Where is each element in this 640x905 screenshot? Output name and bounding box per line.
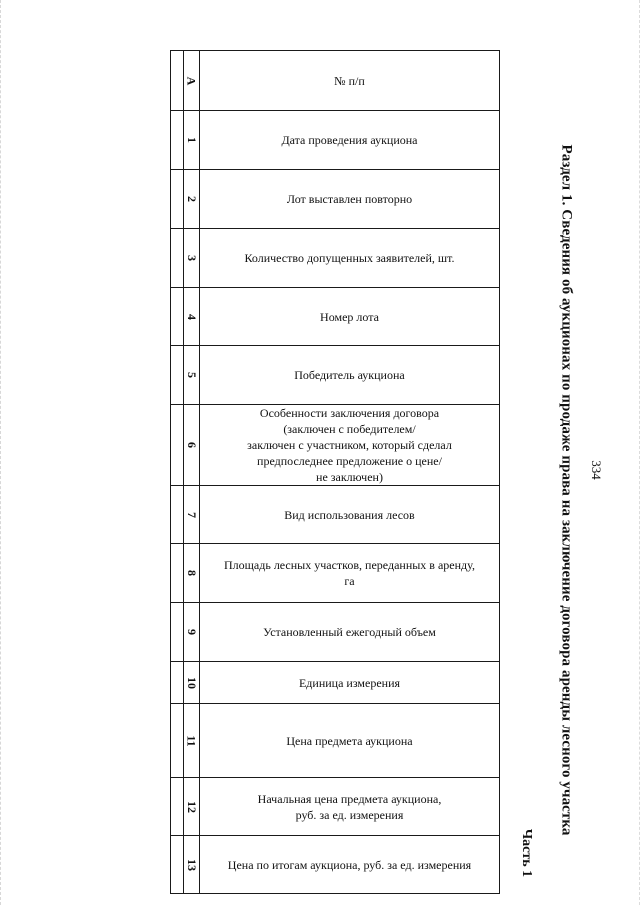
auction-form-table bbox=[170, 50, 500, 894]
scan-edge-left bbox=[0, 0, 2, 905]
row-number: 1 bbox=[184, 137, 199, 143]
table-row bbox=[171, 544, 500, 603]
row-label: Установленный ежегодный объем bbox=[263, 625, 436, 639]
row-number: А bbox=[184, 76, 199, 85]
blank-cell bbox=[171, 662, 184, 704]
blank-cell bbox=[171, 111, 184, 170]
row-number: 3 bbox=[184, 255, 199, 261]
table-row bbox=[171, 662, 500, 704]
row-label: Лот выставлен повторно bbox=[286, 192, 413, 206]
table-row bbox=[171, 836, 500, 894]
row-label-cell bbox=[200, 170, 500, 229]
blank-cell bbox=[171, 544, 184, 603]
row-number: 13 bbox=[184, 858, 199, 871]
row-number-cell bbox=[184, 111, 200, 170]
row-label-cell bbox=[200, 288, 500, 346]
row-label-cell bbox=[200, 486, 500, 544]
row-label: Номер лота bbox=[320, 309, 379, 324]
row-label: Цена по итогам аукциона, руб. за ед. измерения bbox=[227, 857, 472, 872]
row-number-cell bbox=[184, 288, 200, 346]
row-label: Победитель аукциона bbox=[294, 368, 405, 382]
blank-cell bbox=[171, 346, 184, 405]
row-number-cell bbox=[184, 544, 200, 603]
row-label-cell bbox=[200, 346, 500, 405]
row-label-cell bbox=[200, 544, 500, 603]
row-label-cell bbox=[200, 778, 500, 836]
blank-cell bbox=[171, 405, 184, 486]
blank-cell bbox=[171, 704, 184, 778]
row-number: 9 bbox=[184, 629, 199, 635]
row-number: 7 bbox=[184, 511, 199, 518]
row-label: Площадь лесных участков, переданных в аренду, га bbox=[224, 558, 475, 588]
blank-cell bbox=[171, 836, 184, 894]
row-label: Вид использования лесов bbox=[284, 507, 415, 522]
table-row bbox=[171, 288, 500, 346]
row-number: 5 bbox=[184, 372, 199, 378]
row-label-cell bbox=[200, 704, 500, 778]
table-row bbox=[171, 346, 500, 405]
row-label-cell bbox=[200, 836, 500, 894]
row-number-cell bbox=[184, 836, 200, 894]
page-number: 334 bbox=[589, 460, 604, 480]
row-number-cell bbox=[184, 704, 200, 778]
row-number: 2 bbox=[184, 196, 199, 202]
blank-cell bbox=[171, 603, 184, 662]
row-number-cell bbox=[184, 405, 200, 486]
table-row bbox=[171, 405, 500, 486]
table-row bbox=[171, 51, 500, 111]
row-label-cell bbox=[200, 51, 500, 111]
table-row bbox=[171, 111, 500, 170]
row-number: 4 bbox=[184, 313, 199, 320]
row-number-cell bbox=[184, 170, 200, 229]
row-number-cell bbox=[184, 662, 200, 704]
row-number-cell bbox=[184, 486, 200, 544]
row-label: Единица измерения bbox=[298, 675, 401, 690]
row-label: Цена предмета аукциона bbox=[286, 733, 413, 748]
row-label-cell bbox=[200, 111, 500, 170]
row-label: Количество допущенных заявителей, шт. bbox=[244, 251, 455, 265]
table-row bbox=[171, 170, 500, 229]
row-number: 8 bbox=[184, 570, 199, 576]
row-number: 10 bbox=[184, 676, 199, 689]
table-row bbox=[171, 603, 500, 662]
row-label: № п/п bbox=[334, 73, 365, 88]
section-title: Раздел 1. Сведения об аукционах по продаже права на заключение договора аренды лесного участка bbox=[558, 144, 575, 836]
row-label: Дата проведения аукциона bbox=[281, 133, 418, 147]
blank-cell bbox=[171, 229, 184, 288]
row-number-cell bbox=[184, 778, 200, 836]
blank-cell bbox=[171, 486, 184, 544]
row-number-cell bbox=[184, 51, 200, 111]
row-number: 6 bbox=[184, 442, 199, 448]
table-row bbox=[171, 778, 500, 836]
row-number: 12 bbox=[184, 800, 199, 813]
row-number: 11 bbox=[184, 734, 199, 747]
table-row bbox=[171, 486, 500, 544]
part-label: Часть 1 bbox=[519, 828, 534, 878]
row-label-cell bbox=[200, 603, 500, 662]
row-label: Начальная цена предмета аукциона, руб. за ед. измерения bbox=[257, 791, 442, 822]
row-number-cell bbox=[184, 229, 200, 288]
row-label-cell bbox=[200, 662, 500, 704]
blank-cell bbox=[171, 778, 184, 836]
table-row bbox=[171, 229, 500, 288]
row-label-cell bbox=[200, 405, 500, 486]
blank-cell bbox=[171, 288, 184, 346]
row-label-cell bbox=[200, 229, 500, 288]
row-label: Особенности заключения договора (заключен с победителем/ заключен с участником, который сделал предпоследнее предложение о цене/ не заключен) bbox=[247, 406, 452, 484]
row-number-cell bbox=[184, 346, 200, 405]
blank-cell bbox=[171, 51, 184, 111]
table-row bbox=[171, 704, 500, 778]
row-number-cell bbox=[184, 603, 200, 662]
blank-cell bbox=[171, 170, 184, 229]
